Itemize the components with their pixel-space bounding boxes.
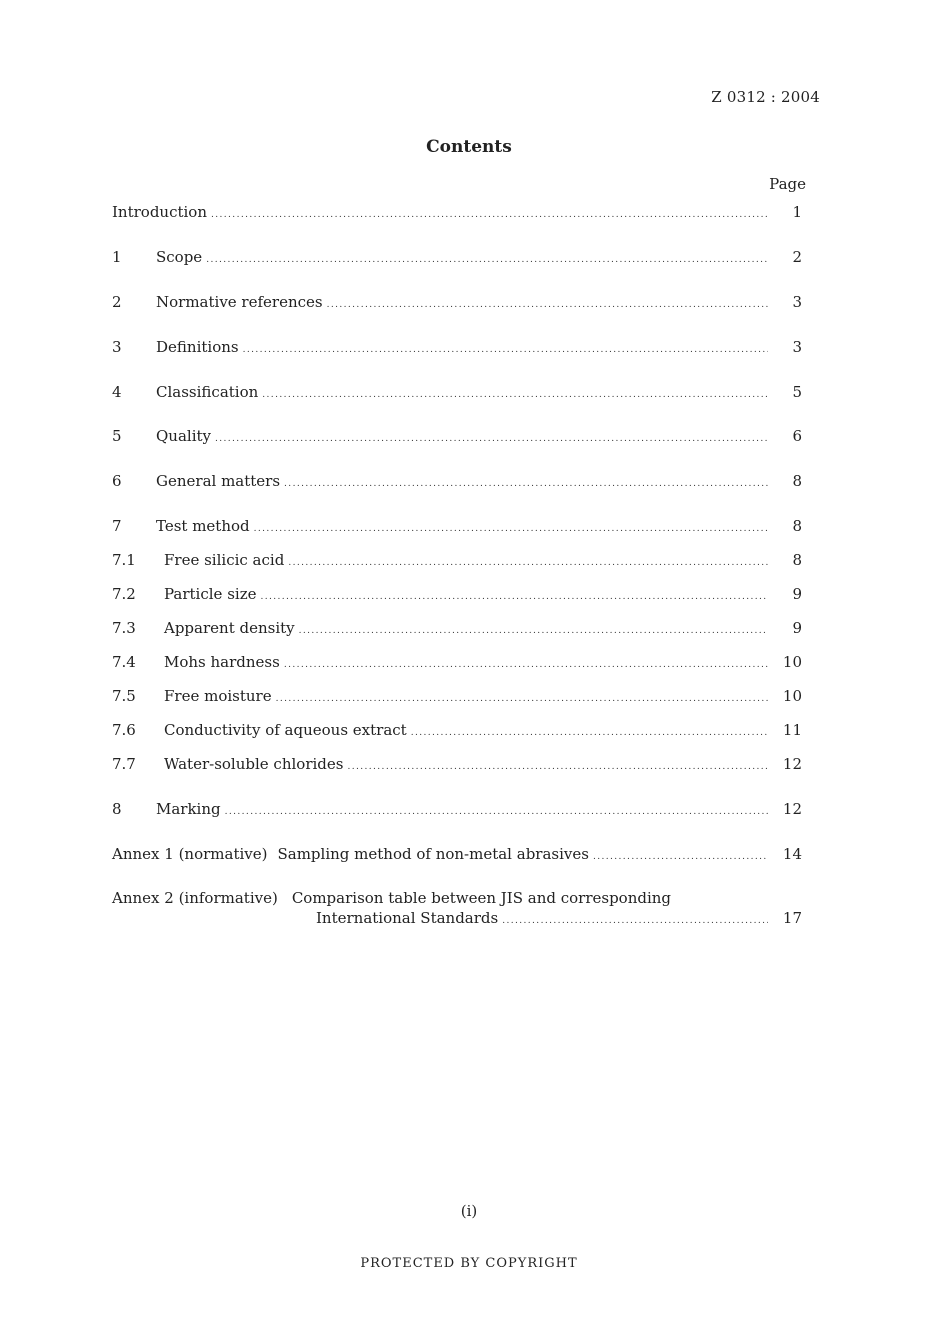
toc-page: 8 <box>792 472 802 490</box>
toc-number: 7 <box>112 517 122 535</box>
toc-page: 2 <box>792 248 802 266</box>
toc-page: 17 <box>782 909 802 927</box>
toc-label: Introduction <box>112 203 207 221</box>
toc-entry[interactable] <box>112 382 802 405</box>
toc-label: Apparent density <box>164 619 295 637</box>
leader-dots <box>347 757 768 777</box>
toc-label: General matters <box>156 472 281 490</box>
toc-entry[interactable] <box>112 292 802 315</box>
toc-entry[interactable] <box>112 618 802 641</box>
annex-title: Sampling method of non-metal abrasives <box>277 845 589 863</box>
toc-entry-introduction[interactable] <box>112 202 802 225</box>
toc-entry[interactable] <box>112 720 802 743</box>
toc-label: Marking <box>156 800 221 818</box>
page-number: (i) <box>460 1202 478 1220</box>
toc-number: 7.2 <box>112 585 136 603</box>
toc-number: 7.5 <box>112 687 136 705</box>
leader-dots <box>262 385 768 405</box>
toc-page: 1 <box>792 203 802 221</box>
toc-entry[interactable] <box>112 516 802 539</box>
toc-page: 9 <box>792 585 802 603</box>
annex-label: Annex 1 (normative) <box>112 845 268 863</box>
page-column-label: Page <box>769 175 806 193</box>
toc-entry[interactable] <box>112 337 802 360</box>
leader-dots <box>502 911 768 931</box>
toc-entry[interactable] <box>112 584 802 607</box>
toc-page: 10 <box>782 687 802 705</box>
toc-label: Particle size <box>164 585 257 603</box>
toc-page: 3 <box>792 293 802 311</box>
toc-entry[interactable] <box>112 686 802 709</box>
toc-label: Test method <box>156 517 250 535</box>
toc-label: Free moisture <box>164 687 272 705</box>
toc-page: 12 <box>782 800 802 818</box>
leader-dots <box>260 587 768 607</box>
toc-page: 11 <box>782 721 802 739</box>
leader-dots <box>327 295 768 315</box>
toc-entry[interactable] <box>112 550 802 573</box>
leader-dots <box>243 340 768 360</box>
leader-dots <box>206 250 768 270</box>
toc-number: 7.6 <box>112 721 136 739</box>
leader-dots <box>254 519 768 539</box>
toc-number: 1 <box>112 248 122 266</box>
leader-dots <box>215 429 768 449</box>
toc-entry[interactable] <box>112 247 802 270</box>
toc-label: Classification <box>156 383 259 401</box>
leader-dots <box>284 655 768 675</box>
annex-label: Annex 2 (informative) <box>112 889 278 907</box>
toc-number: 2 <box>112 293 122 311</box>
leader-dots <box>593 847 768 867</box>
toc-number: 3 <box>112 338 122 356</box>
toc-page: 10 <box>782 653 802 671</box>
toc-entry-annex-2[interactable] <box>112 888 802 931</box>
toc-entry[interactable] <box>112 799 802 822</box>
toc-number: 4 <box>112 383 122 401</box>
toc-number: 7.4 <box>112 653 136 671</box>
copyright-notice: PROTECTED BY COPYRIGHT <box>360 1256 578 1271</box>
toc-label: Free silicic acid <box>164 551 285 569</box>
toc-label: Scope <box>156 248 203 266</box>
toc-label: Normative references <box>156 293 323 311</box>
leader-dots <box>211 205 768 225</box>
annex-title-line2: International Standards <box>316 909 499 927</box>
annex-title-line1: Comparison table between JIS and corresponding <box>291 889 672 907</box>
leader-dots <box>299 621 768 641</box>
toc-number: 5 <box>112 427 122 445</box>
toc-page: 8 <box>792 551 802 569</box>
leader-dots <box>276 689 768 709</box>
toc-page: 12 <box>782 755 802 773</box>
toc-page: 14 <box>782 845 802 863</box>
toc-label: Quality <box>156 427 211 445</box>
toc-page: 9 <box>792 619 802 637</box>
leader-dots <box>284 474 768 494</box>
toc-page: 8 <box>792 517 802 535</box>
page-title: Contents <box>426 137 512 157</box>
toc-entry-annex-1[interactable] <box>112 844 802 867</box>
leader-dots <box>288 553 768 573</box>
standard-id: Z 0312 : 2004 <box>711 88 820 106</box>
toc-entry[interactable] <box>112 754 802 777</box>
toc-entry[interactable] <box>112 426 802 449</box>
toc-page: 6 <box>792 427 802 445</box>
toc-label: Water-soluble chlorides <box>164 755 344 773</box>
leader-dots <box>411 723 768 743</box>
toc-number: 7.1 <box>112 551 136 569</box>
toc-page: 3 <box>792 338 802 356</box>
toc-number: 8 <box>112 800 122 818</box>
leader-dots <box>225 802 768 822</box>
toc-entry[interactable] <box>112 471 802 494</box>
toc-number: 7.7 <box>112 755 136 773</box>
toc-number: 6 <box>112 472 122 490</box>
toc-page: 5 <box>792 383 802 401</box>
toc-label: Mohs hardness <box>164 653 280 671</box>
toc-number: 7.3 <box>112 619 136 637</box>
toc-label: Conductivity of aqueous extract <box>164 721 407 739</box>
toc-entry[interactable] <box>112 652 802 675</box>
toc-label: Definitions <box>156 338 239 356</box>
